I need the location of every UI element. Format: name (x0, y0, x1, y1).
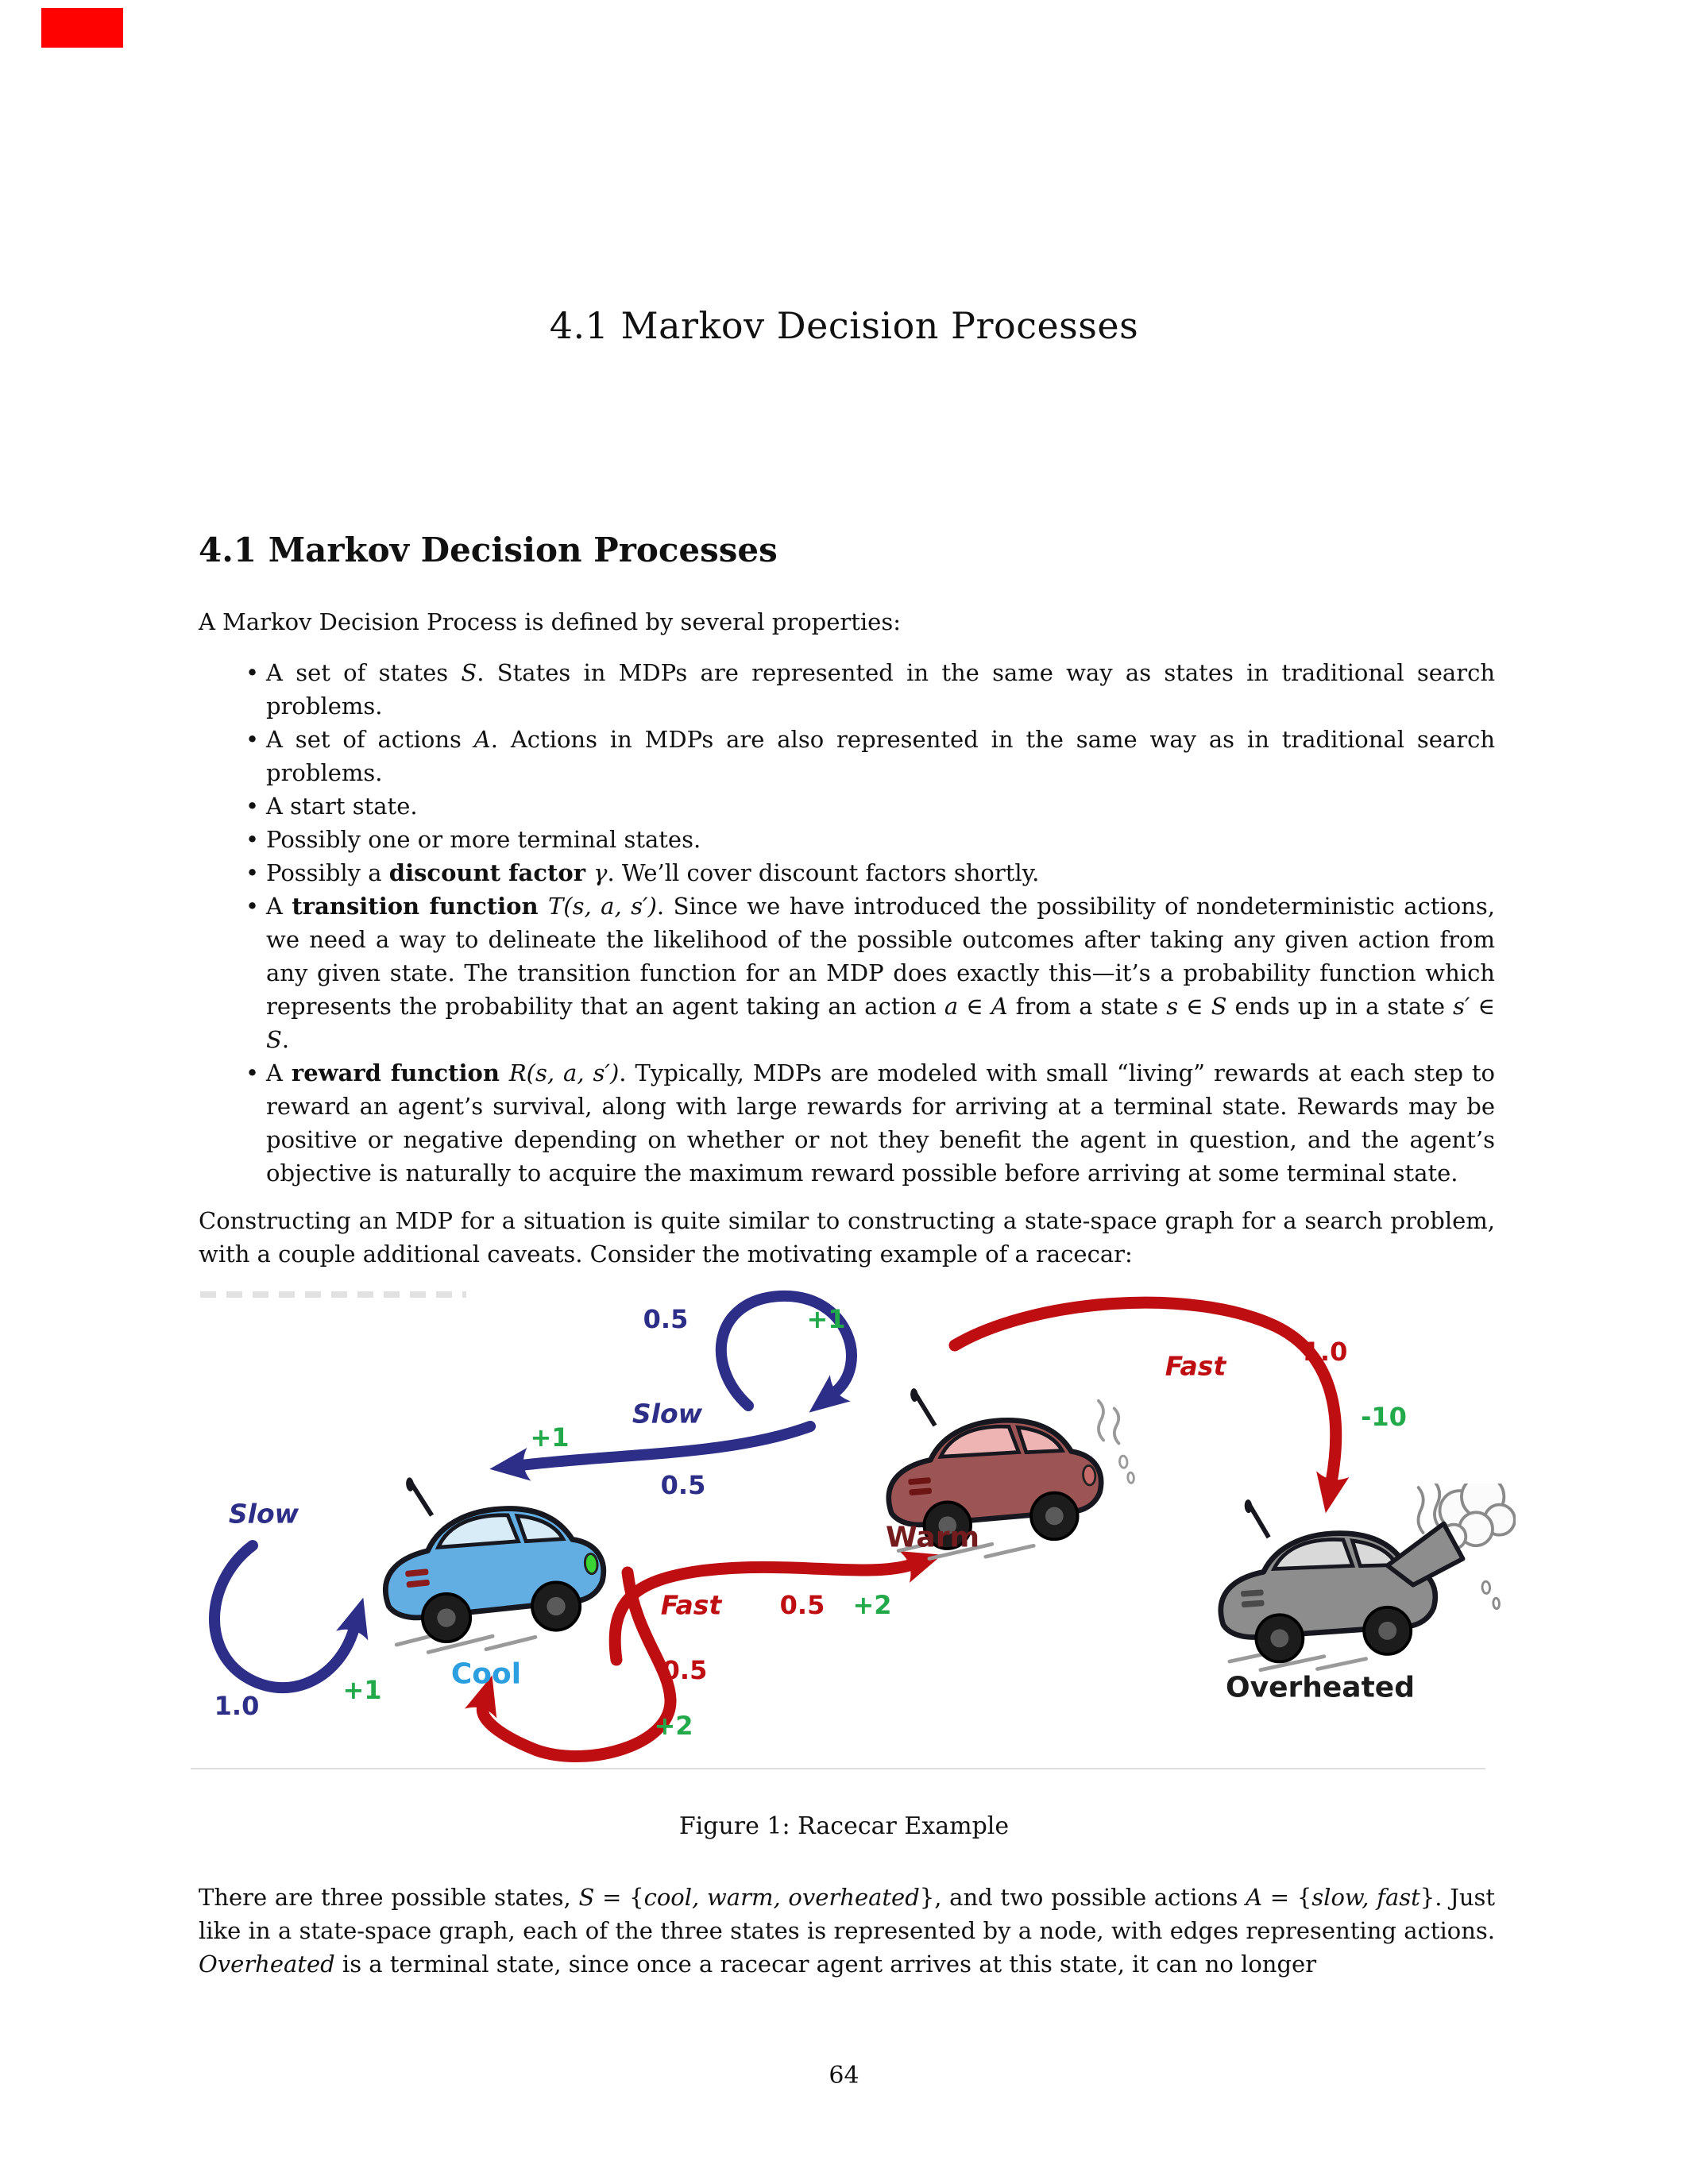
main-text-column (199, 531, 1495, 1271)
warm-state-label: Warm (886, 1521, 979, 1554)
cool-fast-action: Fast (660, 1589, 722, 1621)
racecar-figure (191, 1269, 1541, 1771)
warm-slow-action: Slow (632, 1398, 703, 1430)
bullet-item: • A set of actions A. Actions in MDPs are also represented in the same way as in traditional search problems. (266, 723, 1495, 789)
warm-slow-prob: 0.5 (643, 1304, 689, 1334)
warm-slow-cool-prob: 0.5 (660, 1470, 706, 1500)
red-corner-marker (41, 8, 123, 48)
bullet-item: • A start state. (266, 789, 1495, 823)
warm-fast-prob: 1.0 (1302, 1337, 1348, 1367)
figure-labels-layer (191, 1269, 1541, 1771)
cool-fast-back-reward: +2 (654, 1711, 693, 1741)
intro-paragraph: A Markov Decision Process is defined by several properties: (199, 608, 901, 635)
property-bullet-list (199, 656, 1495, 1190)
cool-fast-warm-reward: +2 (852, 1590, 892, 1620)
warm-slow-cool-reward: +1 (530, 1422, 570, 1453)
warm-fast-action: Fast (1165, 1350, 1226, 1382)
cool-slow-reward: +1 (342, 1675, 382, 1705)
figure-divider-line (191, 1768, 1485, 1769)
page-number: 64 (829, 2062, 859, 2089)
cool-slow-prob: 1.0 (214, 1691, 260, 1721)
cool-slow-action: Slow (228, 1498, 299, 1530)
overheated-state-label: Overheated (1226, 1671, 1415, 1704)
bullet-item: • A reward function R(s, a, s′). Typically, MDPs are modeled with small “living” rewards at each step to reward an agent’s survival, along with large rewards for arriving at a terminal state. Rewards may be positive or negative depending on whether or not they benefit the agent in question, and the agent’s objective is naturally to acquire the maximum reward possible before arriving at some terminal state. (266, 1056, 1495, 1190)
bullet-item: • A transition function T(s, a, s′). Since we have introduced the possibility of nondeterministic actions, we need a way to delineate the likelihood of the possible outcomes after taking any given action from any given state. The transition function for an MDP does exactly this—it’s a probability function which represents the probability that an agent taking an action a ∈ A from a state s ∈ S ends up in a state s′ ∈ S. (266, 889, 1495, 1056)
bullet-item: • Possibly one or more terminal states. (266, 823, 1495, 856)
document-title: 4.1 Markov Decision Processes (549, 304, 1139, 347)
warm-slow-reward: +1 (806, 1304, 846, 1334)
cool-fast-warm-prob: 0.5 (779, 1590, 825, 1620)
section-heading: 4.1 Markov Decision Processes (199, 531, 778, 569)
constructing-paragraph: Constructing an MDP for a situation is quite similar to constructing a state-space graph for a search problem, with a couple additional caveats. Consider the motivating example of a racecar: (199, 1207, 1495, 1268)
figure-caption: Figure 1: Racecar Example (678, 1812, 1010, 1840)
warm-fast-reward: -10 (1361, 1402, 1407, 1432)
cool-state-label: Cool (450, 1657, 522, 1691)
bullet-item: • Possibly a discount factor γ. We’ll cover discount factors shortly. (266, 856, 1495, 889)
closing-paragraph: There are three possible states, S = {cool, warm, overheated}, and two possible actions A = {slow, fast}. Just like in a state-space graph, each of the three states is represented by a node, with edges representing actions. Overheated is a terminal state, since once a racecar agent arrives at this state, it can no longer (199, 1884, 1496, 1978)
cool-fast-back-prob: 0.5 (662, 1655, 708, 1685)
bullet-item: • A set of states S. States in MDPs are represented in the same way as states in traditional search problems. (266, 656, 1495, 723)
